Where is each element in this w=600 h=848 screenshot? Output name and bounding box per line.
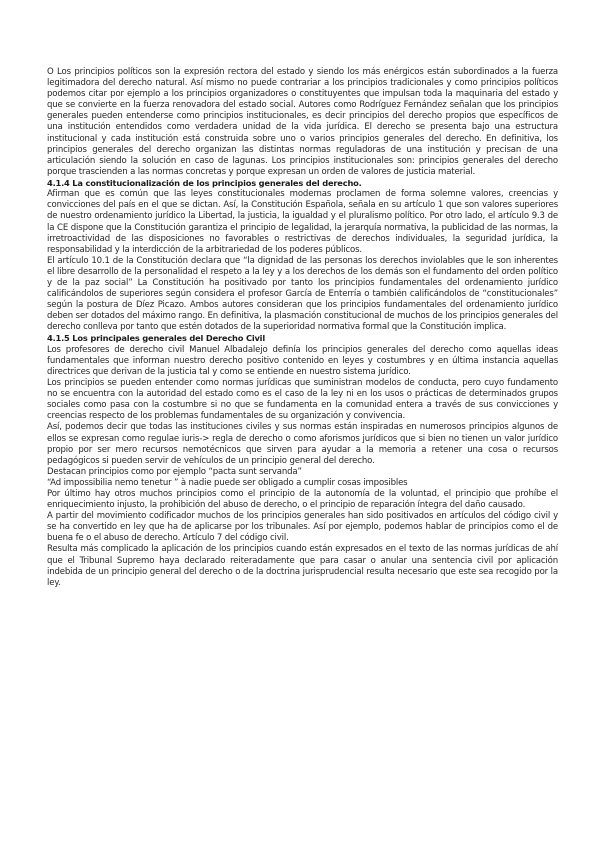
paragraph-political-principles: O Los principios políticos son la expresión rectora del estado y siendo los más enérgicos están subordinados a la fuerza legitimadora del derecho natural. Así mismo no puede contrariar a los principios tradicionales y como principios políticos podemos citar por ejemplo a los principios organizadores o constituyentes que impulsan toda la maquinaria del estado y que se convierte en la fuerza renovadora del estado social. Autores como Rodríguez Fernández señalan que los principios generales pueden entenderse como principios institucionales, es decir principios del derecho propios que específicos de una institución entendidos como verdadera unidad de la vida jurídica. El derecho se presenta bajo una estructura institucional y cada institución está construida sobre uno o varios principios generales del derecho. En definitiva, los principios generales del derecho organizan las distintas normas reguladoras de una institución y precisan de una articulación siendo la solución en caso de lagunas. Los principios institucionales son: principios generales del derecho porque trascienden a las normas concretas y porque expresan un orden de valores de justicia material. [47,67,558,177]
paragraph-constitutional-values: Afirman que es común que las leyes constitucionales modernas proclamen de forma solemne valores, creencias y convicciones del país en el que se dictan. Así, la Constitución Española, señala en su artículo 1 que son valores superiores de nuestro ordenamiento jurídico la Libertad, la justicia, la igualdad y el pluralismo político. Por otro lado, el artículo 9.3 de la CE dispone que la Constitución garantiza el principio de legalidad, la jerarquía normativa, la publicidad de las normas, la irretroactividad de las disposiciones no favorables o restrictivas de derechos individuales, la seguridad jurídica, la responsabilidad y la interdicción de la arbitrariedad de los poderes públicos. [47,189,558,255]
paragraph-other-principles: Por último hay otros muchos principios como el principio de la autonomía de la voluntad, el principio que prohíbe el enriquecimiento injusto, la prohibición del abuso de derecho, o el principio de reparación íntegra del daño causado. [47,488,558,511]
paragraph-norms-conduct: Los principios se pueden entender como normas jurídicas que suministran modelos de conducta, pero cuyo fundamento no se encuentra con la autoridad del estado como es el caso de la ley ni en los usos o prácticas de determinados grupos sociales como pasa con la costumbre si no que se fundamenta en la comunidad entera a través de sus convicciones y creencias respecto de los problemas fundamentales de su organización y convivencia. [47,378,558,422]
paragraph-albadalejo: Los profesores de derecho civil Manuel Albadalejo definía los principios generales del derecho como aquellas ideas fundamentales que informan nuestro derecho positivo contenido en leyes y costumbres y en última instancia aquellas directrices que derivan de la justicia tal y como se entiende en nuestro sistema jurídico. [47,344,558,377]
paragraph-article-10: El artículo 10.1 de la Constitución declara que “la dignidad de las personas los derechos inviolables que le son inherentes el libre desarrollo de la personalidad el respeto a la ley y a los derechos de los demás son el fundamento del orden político y de la paz social” La Constitución ha positivado por tanto los principios fundamentales del ordenamiento jurídico calificándolos de superiores según considera el profesor García de Enterría o también calificándolos de “constitucionales” según la postura de Díez Picazo. Ambos autores consideran que los principios fundamentales del ordenamiento jurídico deben ser dotados del máximo rango. En definitiva, la plasmación constitucional de muchos de los principios generales del derecho conlleva por tanto que estén dotados de la superioridad normativa formal que la Constitución implica. [47,255,558,333]
heading-civil-law-principles: 4.1.5 Los principales generales del Derecho Civil [47,333,265,344]
document-page [47,67,558,589]
paragraph-codification: A partir del movimiento codificador muchos de los principios generales han sido positivados en artículos del código civil y se ha convertido en ley que ha de aplicarse por los tribunales. Así por ejemplo, podemos hablar de principios como el de buena fe o el abuso de derecho. Artículo 7 del código civil. [47,511,558,544]
heading-constitutionalization: 4.1.4 La constitucionalización de los principios generales del derecho. [47,177,362,188]
paragraph-ad-impossibilia: “Ad impossibilia nemo tenetur ” à nadie puede ser obligado a cumplir cosas imposibles [47,477,408,488]
paragraph-regulae-iuris: Así, podemos decir que todas las instituciones civiles y sus normas están inspiradas en numerosos principios algunos de ellos se expresan como regulae iuris-> regla de derecho o como aforismos jurídicos que si bien no tienen un valor jurídico propio por ser mero recursos nemotécnicos que sirven para ayudar a la memoria a retener una cosa o recursos pedagógicos si pueden servir de vehículos de un principio general del derecho. [47,422,558,466]
paragraph-tribunal-supremo: Resulta más complicado la aplicación de los principios cuando están expresados en el texto de las normas jurídicas de ahí que el Tribunal Supremo haya declarado reiteradamente que para casar o anular una sentencia civil por aplicación indebida de un principio general del derecho o de la doctrina jurisprudencial resulta necesario que este sea recogido por la ley. [47,544,558,588]
paragraph-pacta-sunt-servanda: Destacan principios como por ejemplo “pacta sunt servanda” [47,466,302,477]
